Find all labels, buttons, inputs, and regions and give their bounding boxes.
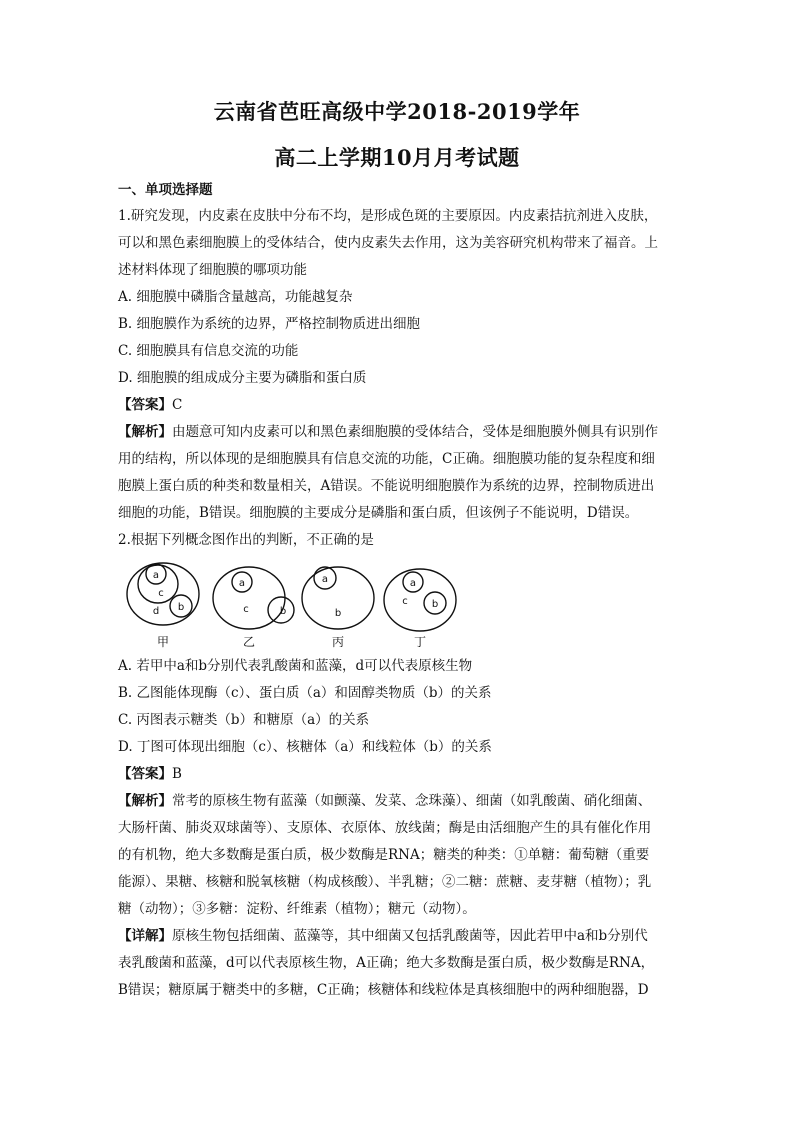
q2-analysis-line-1 [118,791,678,811]
ding-label-c: c [402,596,408,607]
q1-stem-line-1: 1.研究发现，内皮素在皮肤中分布不均，是形成色斑的主要原因。内皮素拮抗剂进入皮肤， [118,208,658,224]
jia-label-d: d [152,606,160,617]
q1-option-b: B. 细胞膜作为系统的边界，严格控制物质进出细胞 [118,316,421,332]
ding-label-b: b [431,599,439,610]
bing-circle-b [302,567,374,629]
q2-detail-text-1: 原核生物包括细菌、蓝藻等，其中细菌又包括乳酸菌等，因此若甲中a和b分别代 [172,928,648,944]
jia-label-a: a [152,570,160,581]
title-line-2: 高二上学期10月月考试题 [274,145,520,170]
q2-detail-tag: 【详解】 [118,928,172,944]
q2-analysis-text-1: 常考的原核生物有蓝藻（如颤藻、发菜、念珠藻）、细菌（如乳酸菌、硝化细菌、 [172,793,652,809]
bing-label-a: a [321,574,329,585]
q2-analysis-line-3: 的有机物，绝大多数酶是蛋白质，极少数酶是RNA；糖类的种类：①单糖：葡萄糖（重要 [118,847,650,863]
jia-label-b: b [177,602,185,613]
caption-jia: 甲 [156,635,170,649]
q1-answer [118,395,678,415]
q2-answer [118,764,678,784]
q1-analysis-tag: 【解析】 [118,424,172,440]
q1-answer-tag: 【答案】 [118,397,172,413]
section-heading: 一、单项选择题 [118,182,213,198]
caption-yi: 乙 [242,635,256,649]
bing-label-b: b [334,608,342,619]
concept-diagram [118,560,498,650]
q2-analysis-line-5: 糖（动物）；③多糖：淀粉、纤维素（植物）；糖元（动物）。 [118,901,476,917]
yi-label-a: a [238,578,246,589]
concept-diagram-svg [118,560,498,650]
q1-stem-line-3: 述材料体现了细胞膜的哪项功能 [118,262,307,278]
caption-ding: 丁 [413,635,427,649]
q2-option-c: C. 丙图表示糖类（b）和糖原（a）的关系 [118,712,370,728]
ding-label-a: a [409,578,417,589]
q1-stem-line-2: 可以和黑色素细胞膜上的受体结合，使内皮素失去作用，这为美容研究机构带来了福音。上 [118,235,658,251]
q2-detail-line-3: B错误；糖原属于糖类中的多糖，C正确；核糖体和线粒体是真核细胞中的两种细胞器，D [118,982,649,998]
q1-answer-value: C [172,397,183,413]
q1-option-a: A. 细胞膜中磷脂含量越高，功能越复杂 [118,289,353,305]
q2-analysis-line-2: 大肠杆菌、肺炎双球菌等）、支原体、衣原体、放线菌；酶是由活细胞产生的具有催化作用 [118,820,652,836]
q1-option-c: C. 细胞膜具有信息交流的功能 [118,343,299,359]
jia-label-c: c [158,588,164,599]
caption-bing: 丙 [331,635,345,649]
title-line-1: 云南省芭旺高级中学2018-2019学年 [213,99,581,124]
q2-answer-value: B [172,766,182,782]
q1-analysis-line-4: 细胞的功能，B错误。细胞膜的主要成分是磷脂和蛋白质，但该例子不能说明，D错误。 [118,505,639,521]
yi-label-c: c [243,604,249,615]
q2-analysis-line-4: 能源）、果糖、核糖和脱氧核糖（构成核酸）、半乳糖；②二糖：蔗糖、麦芽糖（植物）；乳 [118,874,652,890]
yi-circle-c [213,567,285,629]
q2-analysis-tag: 【解析】 [118,793,172,809]
q2-option-a: A. 若甲中a和b分别代表乳酸菌和蓝藻，d可以代表原核生物 [118,658,473,674]
q1-analysis-line-2: 用的结构，所以体现的是细胞膜具有信息交流的功能，C正确。细胞膜功能的复杂程度和细 [118,451,655,467]
q1-analysis-line-1 [118,422,678,442]
yi-label-b: b [279,606,287,617]
q2-option-b: B. 乙图能体现酶（c）、蛋白质（a）和固醇类物质（b）的关系 [118,685,492,701]
q1-analysis-text-1: 由题意可知内皮素可以和黑色素细胞膜的受体结合，受体是细胞膜外侧具有识别作 [172,424,658,440]
q1-option-d: D. 细胞膜的组成成分主要为磷脂和蛋白质 [118,370,367,386]
q2-detail-line-1 [118,926,678,946]
q2-option-d: D. 丁图可体现出细胞（c）、核糖体（a）和线粒体（b）的关系 [118,739,492,755]
q1-analysis-line-3: 胞膜上蛋白质的种类和数量相关，A错误。不能说明细胞膜作为系统的边界，控制物质进出 [118,478,655,494]
q2-stem: 2.根据下列概念图作出的判断，不正确的是 [118,532,374,548]
q2-answer-tag: 【答案】 [118,766,172,782]
q2-detail-line-2: 表乳酸菌和蓝藻，d可以代表原核生物，A正确；绝大多数酶是蛋白质，极少数酶是RNA， [118,955,655,971]
